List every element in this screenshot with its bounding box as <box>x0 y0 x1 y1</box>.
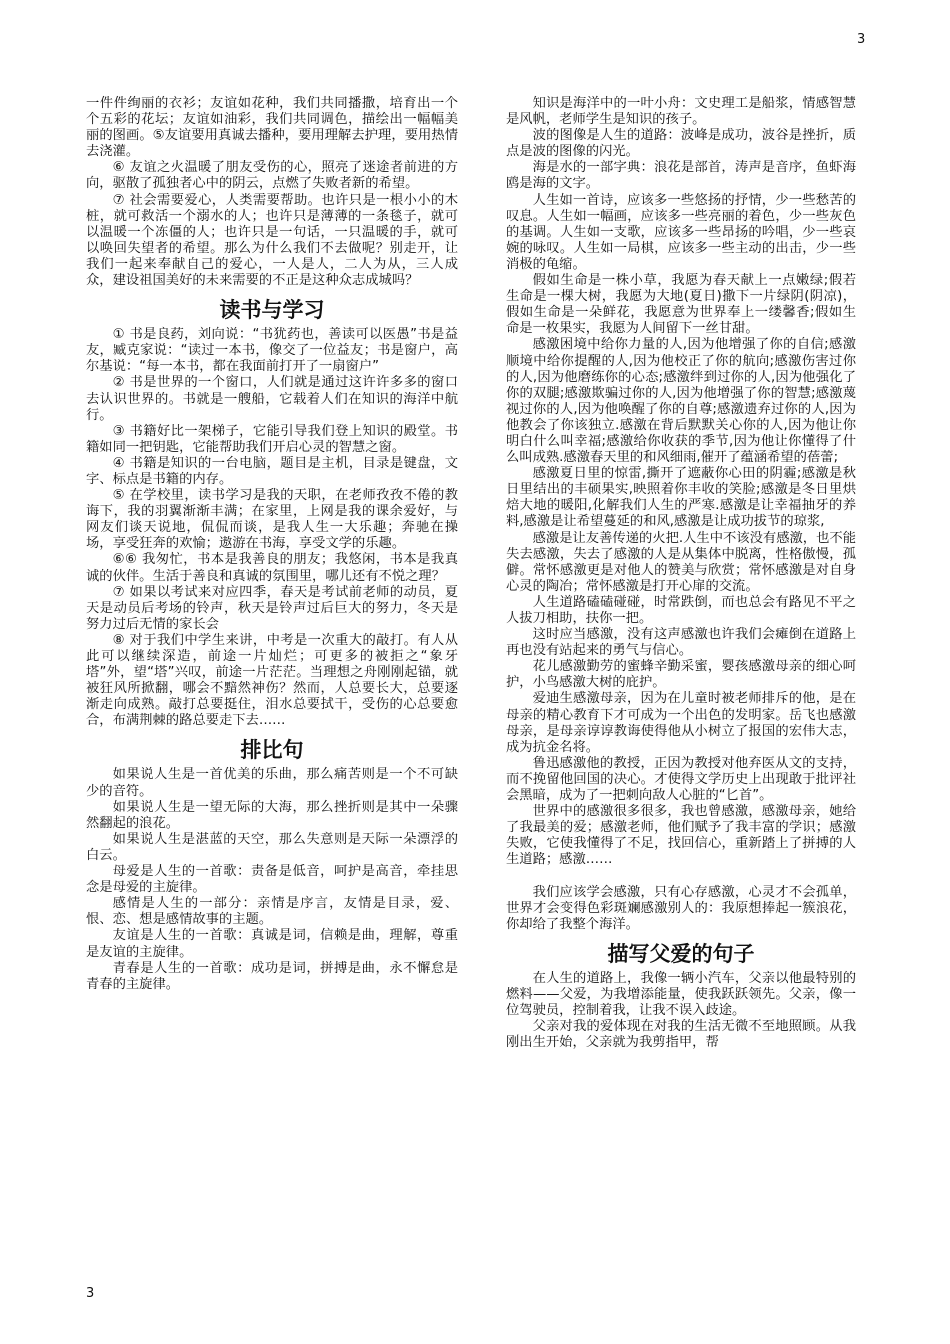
section-heading: 排比句 <box>240 738 304 763</box>
paragraph: ⑦ 如果以考试来对应四季，春天是考试前老师的动员，夏天是动员后考场的铃声，秋天是铃声过后巨大的努力，冬天是努力过后无情的家长会 <box>86 584 458 632</box>
paragraph: 感激夏日里的惊雷,撕开了遮蔽你心田的阴霾;感激是秋日里结出的丰硕果实,映照着你丰收的笑脸;感激是冬日里烘焙大地的暖阳,化解我们人生的严寒.感激是让幸福抽牙的养料,感激是让希望蔓延的和风,感激是让成功拔节的琼浆, <box>506 466 856 530</box>
section-heading: 读书与学习 <box>219 298 325 323</box>
paragraph: ③ 书籍好比一架梯子，它能引导我们登上知识的殿堂。书籍如同一把钥匙，它能帮助我们开启心灵的智慧之窗。 <box>86 423 458 455</box>
paragraph: ⑥ 友谊之火温暖了朋友受伤的心，照亮了迷途者前进的方向，驱散了孤独者心中的阴云，点燃了失败者新的希望。 <box>86 160 458 192</box>
paragraph: 波的图像是人生的道路：波峰是成功，波谷是挫折，质点是波的图像的闪光。 <box>506 128 856 160</box>
paragraph: ⑧ 对于我们中学生来讲，中考是一次重大的敲打。有人从此可以继续深造，前途一片灿烂；可更多的被拒之“象牙塔”外，望“塔”兴叹，前途一片茫茫。当理想之舟刚刚起锚，就被狂风所掀翻，哪会不黯然神伤？然而，人总要长大，总要逐渐走向成熟。敲打总要挺住，泪水总要拭干，受伤的心总要愈合，布满荆棘的路总要走下去…… <box>86 632 458 729</box>
paragraph: 这时应当感激，没有这声感激也许我们会瘫倒在道路上再也没有站起来的勇气与信心。 <box>506 627 856 659</box>
paragraph: 感激是让友善传递的火把.人生中不该没有感激，也不能失去感激，失去了感激的人是从集体中脱离，性格傲慢，孤僻。常怀感激更是对他人的赞美与欣赏；常怀感激是对自身心灵的陶冶；常怀感激是打开心扉的交流。 <box>506 530 856 594</box>
paragraph: 我们应该学会感激，只有心存感激，心灵才不会孤单，世界才会变得色彩斑斓感激别人的：我原想捧起一簇浪花，你却给了我整个海洋。 <box>506 884 856 932</box>
paragraph: 海是水的一部字典：浪花是部首，涛声是音序，鱼虾海鸥是海的文字。 <box>506 160 856 192</box>
paragraph: ④ 书籍是知识的一台电脑，题目是主机，目录是键盘，文字、标点是书籍的内存。 <box>86 455 458 487</box>
paragraph: 爱迪生感激母亲，因为在儿童时被老师排斥的他，是在母亲的精心教育下才可成为一个出色的发明家。岳飞也感激母亲，是母亲谆谆教诲使得他从小树立了报国的宏伟大志，成为抗金名将。 <box>506 691 856 755</box>
paragraph: 父亲对我的爱体现在对我的生活无微不至地照顾。从我刚出生开始，父亲就为我剪指甲，帮 <box>506 1019 856 1051</box>
paragraph: 人生如一首诗，应该多一些悠扬的抒情，少一些愁苦的叹息。人生如一幅画，应该多一些亮丽的着色，少一些灰色的基调。人生如一支歌，应该多一些昂扬的吟唱，少一些哀婉的咏叹。人生如一局棋，应该多一些主动的出击，少一些消极的龟缩。 <box>506 192 856 272</box>
paragraph: 一件件绚丽的衣衫；友谊如花种，我们共同播撒，培育出一个个五彩的花坛；友谊如油彩，我们共同调色，描绘出一幅幅美丽的图画。⑤友谊要用真诚去播种，要用理解去护理，要用热情去浇灌。 <box>86 96 458 160</box>
paragraph: 知识是海洋中的一叶小舟：文史理工是船浆，情感智慧是风帆，老师学生是知识的孩子。 <box>506 96 856 128</box>
paragraph: 如果说人生是一望无际的大海，那么挫折则是其中一朵骤然翻起的浪花。 <box>86 799 458 831</box>
paragraph: 母爱是人生的一首歌：责备是低音，呵护是高音，牵挂思念是母爱的主旋律。 <box>86 864 458 896</box>
paragraph: ⑥⑥ 我匆忙，书本是我善良的朋友；我悠闲，书本是我真诚的伙伴。生活于善良和真诚的氛围里，哪儿还有不悦之理？ <box>86 552 458 584</box>
paragraph: 如果说人生是湛蓝的天空，那么失意则是天际一朵漂浮的白云。 <box>86 831 458 863</box>
paragraph: 假如生命是一株小草，我愿为春天献上一点嫩绿;假若生命是一棵大树，我愿为大地(夏日)撒下一片绿阴(阴凉)，假如生命是一朵鲜花，我愿意为世界奉上一缕馨香;假如生命是一枚果实，我愿为人间留下一丝甘甜。 <box>506 273 856 337</box>
paragraph: 在人生的道路上，我像一辆小汽车，父亲以他最特别的燃料——父爱，为我增添能量，使我跃跃领先。父亲，像一位驾驶员，控制着我，让我不误入歧途。 <box>506 970 856 1018</box>
left-column <box>86 96 458 993</box>
page-number-top: 3 <box>857 32 866 47</box>
section-heading: 描写父爱的句子 <box>607 941 755 966</box>
paragraph: 感情是人生的一部分：亲情是序言，友情是目录，爱、恨、恋、想是感情故事的主题。 <box>86 896 458 928</box>
paragraph: 青春是人生的一首歌：成功是词，拼搏是曲，永不懈怠是青春的主旋律。 <box>86 960 458 992</box>
paragraph: 如果说人生是一首优美的乐曲，那么痛苦则是一个不可缺少的音符。 <box>86 767 458 799</box>
paragraph: 人生道路磕磕碰碰，时常跌倒，而也总会有路见不平之人拔刀相助，扶你一把。 <box>506 594 856 626</box>
page-number-bottom: 3 <box>86 1286 95 1301</box>
paragraph: ② 书是世界的一个窗口，人们就是通过这许许多多的窗口去认识世界的。书就是一艘船，它载着人们在知识的海洋中航行。 <box>86 375 458 423</box>
paragraph: ⑦ 社会需要爱心，人类需要帮助。也许只是一根小小的木桩，就可救活一个溺水的人；也许只是薄薄的一条毯子，就可以温暖一个冻僵的人；也许只是一句话，一只温暖的手，就可以唤回失望者的希望。那么为什么我们不去做呢？别走开，让我们一起来奉献自己的爱心，一人是人，二人为从，三人成众，建设祖国美好的未来需要的不正是这种众志成城吗？ <box>86 192 458 289</box>
paragraph: 花儿感激勤劳的蜜蜂辛勤采蜜，婴孩感激母亲的细心呵护，小鸟感激大树的庇护。 <box>506 659 856 691</box>
paragraph: 感激困境中给你力量的人,因为他增强了你的自信;感激顺境中给你提醒的人,因为他校正了你的航向;感激伤害过你的人,因为他磨练你的心态;感激绊到过你的人,因为他强化了你的双腿;感激欺骗过你的人,因为他增强了你的智慧;感激蔑视过你的人,因为他唤醒了你的自尊;感激遗弃过你的人,因为他教会了你该独立.感激在背后默默关心你的人,因为他让你明白什么叫幸福;感激给你收获的季节,因为他让你懂得了什么叫成熟.感激春天里的和风细雨,催开了蕴涵希望的蓓蕾; <box>506 337 856 466</box>
paragraph: ① 书是良药，刘向说：“书犹药也，善读可以医愚”书是益友，臧克家说：“读过一本书，像交了一位益友；书是窗户，高尔基说：“每一本书，都在我面前打开了一扇窗户” <box>86 327 458 375</box>
paragraph: ⑤ 在学校里，读书学习是我的天职，在老师孜孜不倦的教诲下，我的羽翼渐渐丰满；在家里，上网是我的课余爱好，与网友们谈天说地，侃侃而谈，是我人生一大乐趣；奔驰在操场，享受狂奔的欢愉；遨游在书海，享受文学的乐趣。 <box>86 488 458 552</box>
paragraph: 友谊是人生的一首歌：真诚是词，信赖是曲，理解，尊重是友谊的主旋律。 <box>86 928 458 960</box>
right-column <box>506 96 856 1051</box>
paragraph: 鲁迅感激他的教授，正因为教授对他弃医从文的支持，而不挽留他回国的决心。才使得文学历史上出现敢于批评社会黑暗，成为了一把刺向敌人心脏的“匕首”。 <box>506 755 856 804</box>
paragraph: 世界中的感激很多很多，我也曾感激，感激母亲，她给了我最美的爱；感激老师，他们赋予了我丰富的学识；感激失败，它使我懂得了不足，找回信心，重新踏上了拼搏的人生道路；感激…… <box>506 804 856 868</box>
